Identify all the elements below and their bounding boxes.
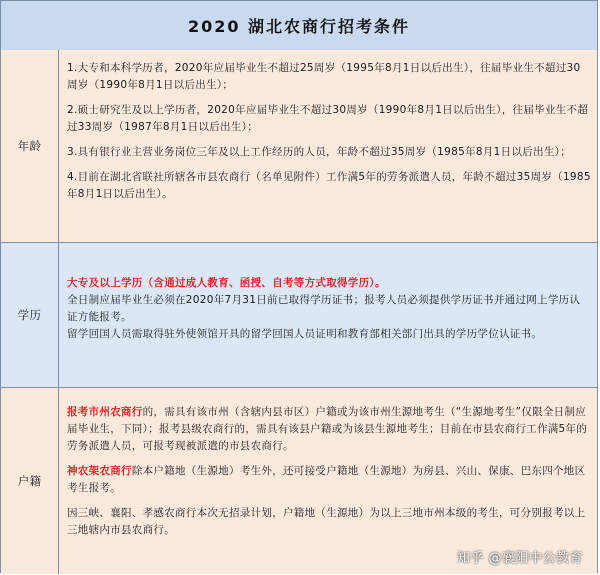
education-line-2: 留学回国人员需取得驻外使领馆开具的留学回国人员证明和教育部相关部门出具的学历学位认证书。 (67, 328, 543, 340)
hukou-paragraph-2 (67, 463, 591, 497)
hukou-paragraph-1 (67, 404, 591, 455)
age-item-2: 2.硕士研究生及以上学历者，2020年应届毕业生不超过30周岁（1990年8月1日以后出生），往届毕业生不超过33周岁（1987年8月1日以后出生）； (67, 104, 589, 133)
hukou-paragraph-3: 因三峡、襄阳、孝感农商行本次无招录计划，户籍地（生源地）为以上三地市州本级的考生，可分别报考以上三地辖内市县农商行。 (67, 507, 586, 536)
age-item-1: 1.大专和本科学历者，2020年应届毕业生不超过25周岁（1995年8月1日以后出生），往届毕业生不超过30周岁（1990年8月1日以后出生）； (67, 62, 581, 91)
row-age (1, 50, 597, 243)
row-label-hukou: 户籍 (1, 388, 59, 574)
hukou-content (67, 404, 591, 539)
table-title: 2020 湖北农商行招考条件 (1, 1, 597, 51)
education-line-1: 全日制应届毕业生必须在2020年7月31日前已取得学历证书；报考人员必须提供学历证书并通过网上学历认证方能报考。 (67, 294, 581, 323)
education-highlight: 大专及以上学历（含通过成人教育、函授、自考等方式取得学历）。 (67, 277, 386, 289)
hukou-p2-highlight: 神农架农商行 (67, 465, 132, 477)
age-item-3: 3.具有银行业主营业务岗位三年及以上工作经历的人员，年龄不超过35周岁（1985年8月1日以后出生）； (67, 146, 572, 158)
hukou-p2-text: 除本户籍地（生源地）考生外，还可接受户籍地（生源地）为房县、兴山、保康、巴东四个地区考生报考。 (67, 465, 586, 494)
age-item-4: 4.目前在湖北省联社所辖各市县农商行（名单见附件）工作满5年的劳务派遣人员，年龄不超过35周岁（1985年8月1日以后出生）。 (67, 171, 591, 200)
hukou-p1-text: 的，需具有该市州（含辖内县市区）户籍或为该市州生源地考生（“生源地考生”仅限全日制应届毕业生，下同）；报考县级农商行的，需具有该县户籍或为该县生源地考生；目前在市县农商行工作满5年的劳务派遣人员，可报考现被派遣的市县农商行。 (67, 406, 588, 452)
age-content (67, 60, 591, 203)
hukou-p1-highlight: 报考市州农商行 (67, 406, 143, 418)
row-education (1, 243, 597, 388)
row-label-education: 学历 (1, 243, 59, 387)
watermark: 知乎 @襄阳中公教育 (456, 551, 583, 566)
education-content (67, 275, 591, 343)
row-label-age: 年龄 (1, 50, 59, 242)
